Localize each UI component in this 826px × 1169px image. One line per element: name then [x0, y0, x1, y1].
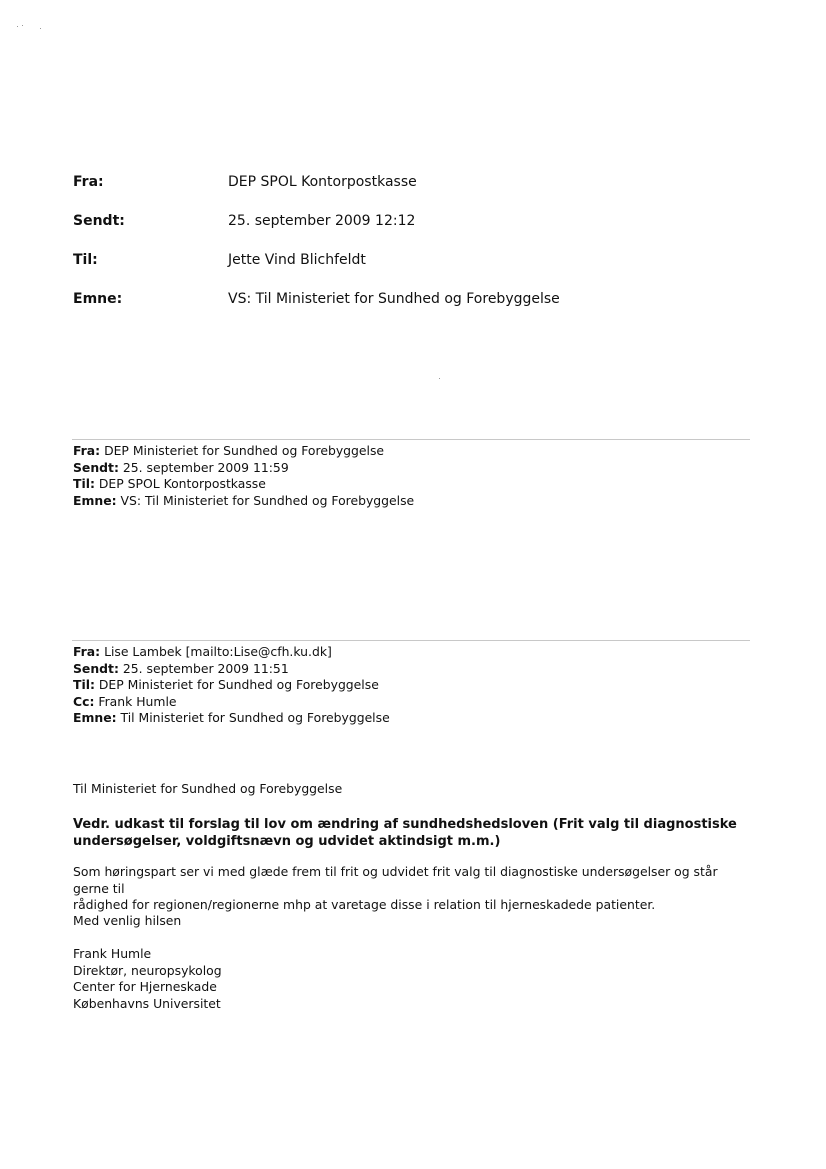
forward1-from-line — [73, 443, 414, 460]
message-body-line2: rådighed for regionen/regionerne mhp at varetage disse i relation til hjerneskadede patienter. — [73, 897, 656, 912]
message-recipient: Til Ministeriet for Sundhed og Forebyggelse — [73, 781, 343, 796]
forward1-to-label: Til: — [73, 476, 95, 491]
forward1-from-value: DEP Ministeriet for Sundhed og Forebyggelse — [104, 443, 385, 458]
signature-title: Direktør, neuropsykolog — [73, 962, 222, 978]
header-sent-value: 25. september 2009 12:12 — [228, 213, 416, 229]
message-body — [73, 864, 753, 914]
message-subject — [73, 816, 753, 850]
forward2-from-label: Fra: — [73, 644, 101, 659]
forward1-subject-label: Emne: — [73, 492, 117, 508]
scan-speck — [22, 25, 23, 26]
message-closing: Med venlig hilsen — [73, 913, 182, 928]
forward1-to-value: DEP SPOL Kontorpostkasse — [98, 476, 266, 491]
signature-organization: Center for Hjerneskade — [73, 979, 217, 994]
header-sent-label: Sendt: — [73, 213, 125, 229]
forward2-to-label: Til: — [73, 677, 95, 692]
message-subject-line1: Vedr. udkast til forslag til lov om ændring af sundhedshedsloven (Frit valg til diagnostiske — [73, 817, 737, 832]
signature-name: Frank Humle — [73, 946, 152, 961]
scan-speck — [439, 378, 440, 379]
forward-header-2 — [73, 644, 390, 727]
forward1-subject-value: VS: Til Ministeriet for Sundhed og Forebyggelse — [120, 492, 415, 508]
forward1-to-line — [73, 476, 414, 493]
forward2-to-value: DEP Ministeriet for Sundhed og Forebyggelse — [98, 677, 379, 692]
forward2-from-value: Lise Lambek [mailto:Lise@cfh.ku.dk] — [104, 644, 332, 659]
header-to-label: Til: — [73, 252, 98, 268]
forward1-from-label: Fra: — [73, 443, 101, 458]
forward1-sent-value: 25. september 2009 11:59 — [122, 459, 289, 475]
forward2-subject-line — [73, 710, 390, 727]
forward2-from-line — [73, 644, 390, 661]
forward-header-1 — [73, 443, 414, 509]
scan-speck — [17, 26, 18, 27]
forward2-subject-value: Til Ministeriet for Sundhed og Forebyggelse — [120, 710, 390, 725]
separator-rule — [72, 640, 750, 641]
message-body-line1: Som høringspart ser vi med glæde frem til frit og udvidet frit valg til diagnostiske undersøgelser og står gerne til — [73, 864, 718, 896]
forward2-sent-label: Sendt: — [73, 660, 119, 676]
forward1-sent-line — [73, 460, 414, 477]
signature-block — [73, 946, 753, 1012]
forward2-to-line — [73, 677, 390, 694]
header-subject-value: VS: Til Ministeriet for Sundhed og Forebyggelse — [228, 291, 560, 307]
forward2-subject-label: Emne: — [73, 710, 117, 725]
forward1-subject-line — [73, 493, 414, 510]
header-to-value: Jette Vind Blichfeldt — [228, 252, 366, 268]
forward2-cc-label: Cc: — [73, 693, 95, 709]
separator-rule — [72, 439, 750, 440]
header-subject-label: Emne: — [73, 291, 123, 307]
forward2-sent-value: 25. september 2009 11:51 — [122, 660, 289, 676]
forward1-sent-label: Sendt: — [73, 459, 119, 475]
forward2-cc-value: Frank Humle — [98, 693, 177, 709]
scan-speck — [40, 28, 41, 29]
forward2-cc-line — [73, 694, 390, 711]
signature-university: Københavns Universitet — [73, 995, 221, 1011]
message-subject-line2: undersøgelser, voldgiftsnævn og udvidet aktindsigt m.m.) — [73, 834, 501, 849]
header-from-value: DEP SPOL Kontorpostkasse — [228, 174, 417, 190]
header-from-label: Fra: — [73, 174, 104, 190]
forward2-sent-line — [73, 661, 390, 678]
